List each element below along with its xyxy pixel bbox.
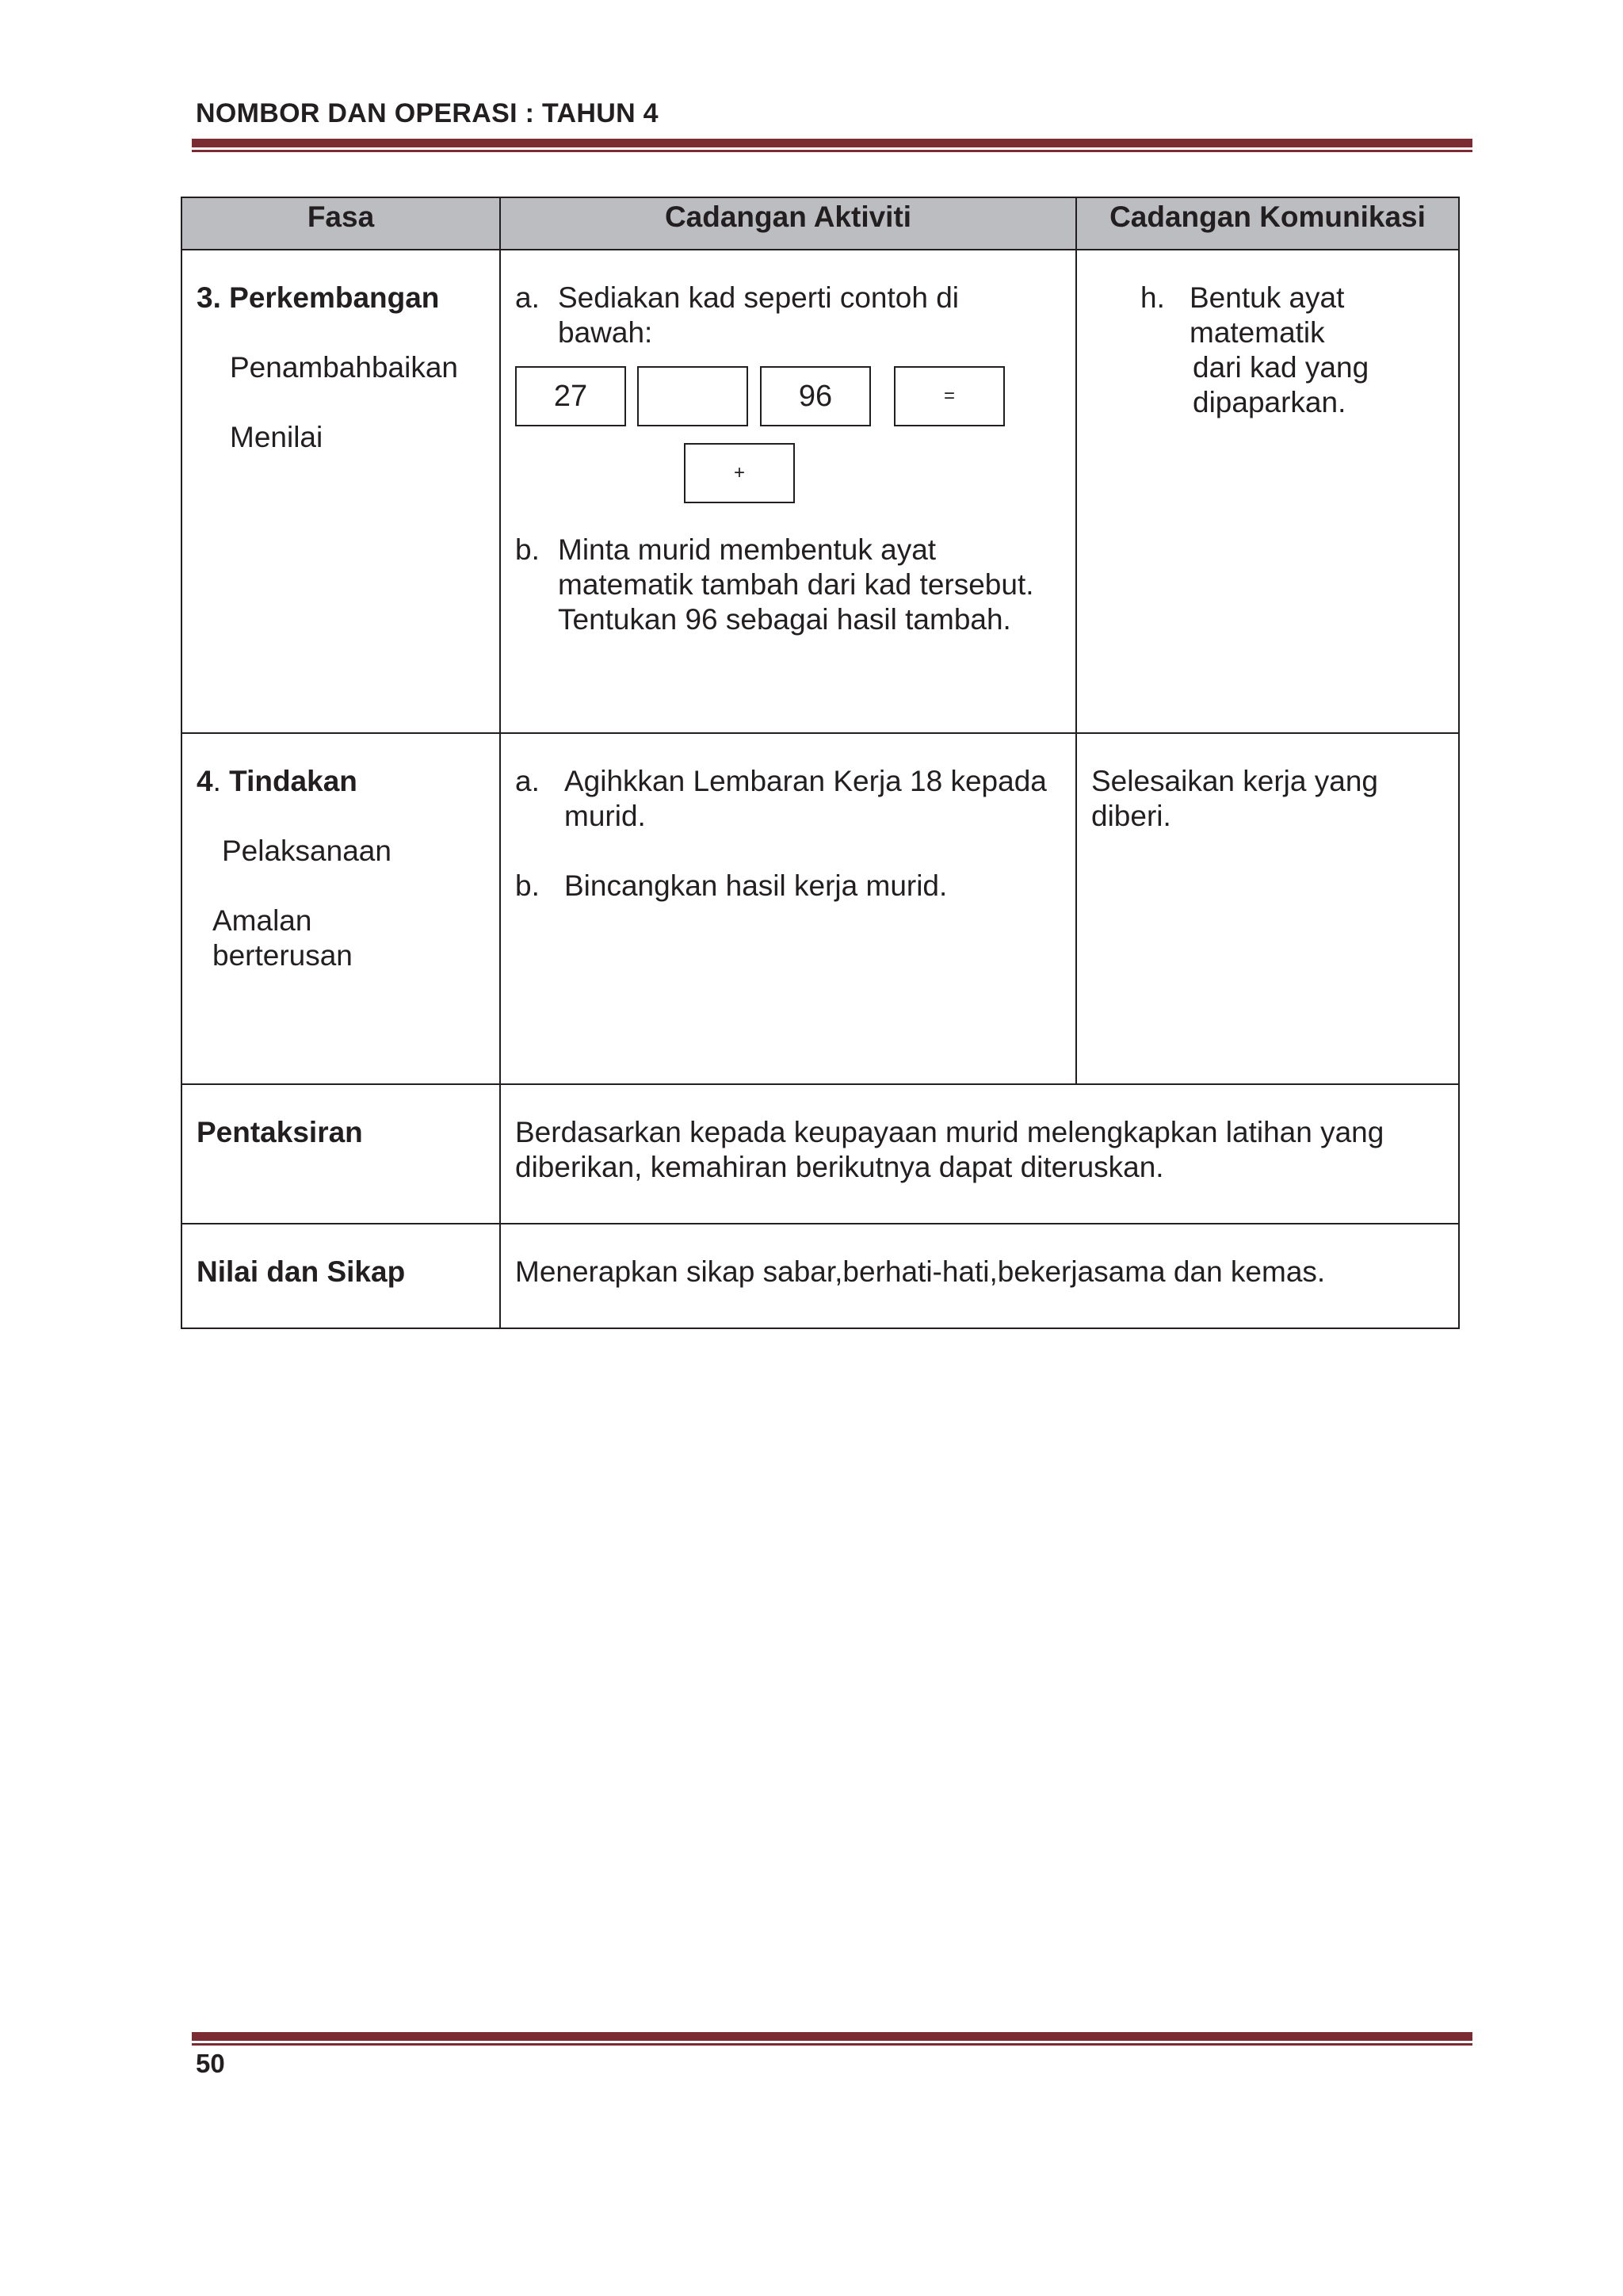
item-text: Bentuk ayat xyxy=(1190,281,1345,314)
label-cell xyxy=(181,1084,500,1224)
item-text: Bincangkan hasil kerja murid. xyxy=(564,869,948,902)
item-text: dipaparkan. xyxy=(1193,386,1346,418)
header-rule xyxy=(192,139,1472,152)
row-text: Berdasarkan kepada keupayaan murid melengkapkan latihan yang diberikan, kemahiran berikutnya dapat diteruskan. xyxy=(515,1116,1384,1183)
communication-cell xyxy=(1076,250,1459,733)
activity-cell xyxy=(500,250,1076,733)
fasa-title xyxy=(197,764,485,799)
activity-item xyxy=(515,764,1061,834)
fasa-cell xyxy=(181,250,500,733)
activity-item xyxy=(515,533,1061,637)
description-cell xyxy=(500,1084,1459,1224)
item-text: Agihkkan Lembaran Kerja 18 kepada murid. xyxy=(564,765,1047,832)
fasa-subphase: Pelaksanaan xyxy=(222,835,391,867)
item-marker: a. xyxy=(515,281,540,314)
label-cell xyxy=(181,1224,500,1328)
footer-rule xyxy=(192,2032,1472,2046)
fasa-subphase: Menilai xyxy=(230,421,323,453)
activity-item xyxy=(515,869,1061,904)
item-text: Sediakan kad seperti contoh di bawah: xyxy=(558,281,960,349)
fasa-title-text: Tindakan xyxy=(229,765,357,797)
fasa-subphase: berterusan xyxy=(212,939,353,972)
description-cell xyxy=(500,1224,1459,1328)
plus-card: + xyxy=(684,443,795,503)
table-header-row xyxy=(181,197,1459,250)
row-label: Nilai dan Sikap xyxy=(197,1255,406,1288)
row-text: Menerapkan sikap sabar,berhati-hati,bekerjasama dan kemas. xyxy=(515,1255,1326,1288)
equals-card: = xyxy=(894,366,1005,426)
number-card: 27 xyxy=(515,366,626,426)
fasa-subphase: Penambahbaikan xyxy=(230,351,458,384)
number-cards xyxy=(515,366,1061,533)
activity-cell xyxy=(500,733,1076,1084)
fasa-dot: . xyxy=(212,765,221,797)
table-row-tindakan xyxy=(181,733,1459,1084)
column-header-cadangan-komunikasi: Cadangan Komunikasi xyxy=(1076,197,1459,250)
fasa-number: 4 xyxy=(197,765,213,797)
item-marker: h. xyxy=(1140,281,1165,314)
communication-cell xyxy=(1076,733,1459,1084)
table-row-pentaksiran xyxy=(181,1084,1459,1224)
table-row-perkembangan xyxy=(181,250,1459,733)
item-marker: b. xyxy=(515,533,540,566)
item-text: Minta murid membentuk ayat matematik tambah dari kad tersebut. Tentukan 96 sebagai hasil tambah. xyxy=(558,533,1034,636)
page-number: 50 xyxy=(196,2049,225,2078)
item-text: matematik xyxy=(1190,316,1325,349)
item-marker: a. xyxy=(515,765,540,797)
column-header-fasa: Fasa xyxy=(181,197,500,250)
lesson-table xyxy=(181,197,1460,1329)
communication-text: Selesaikan kerja yang diberi. xyxy=(1091,765,1378,832)
column-header-cadangan-aktiviti: Cadangan Aktiviti xyxy=(500,197,1076,250)
blank-card xyxy=(637,366,748,426)
item-text: dari kad yang xyxy=(1193,351,1369,384)
page-header-title: NOMBOR DAN OPERASI : TAHUN 4 xyxy=(196,98,659,128)
item-marker: b. xyxy=(515,869,540,902)
number-card: 96 xyxy=(760,366,871,426)
row-label: Pentaksiran xyxy=(197,1116,363,1148)
activity-item xyxy=(515,281,1061,350)
communication-item xyxy=(1140,281,1444,420)
fasa-title: 3. Perkembangan xyxy=(197,281,440,314)
fasa-subphase: Amalan xyxy=(212,904,312,937)
table-row-nilai-dan-sikap xyxy=(181,1224,1459,1328)
fasa-cell xyxy=(181,733,500,1084)
